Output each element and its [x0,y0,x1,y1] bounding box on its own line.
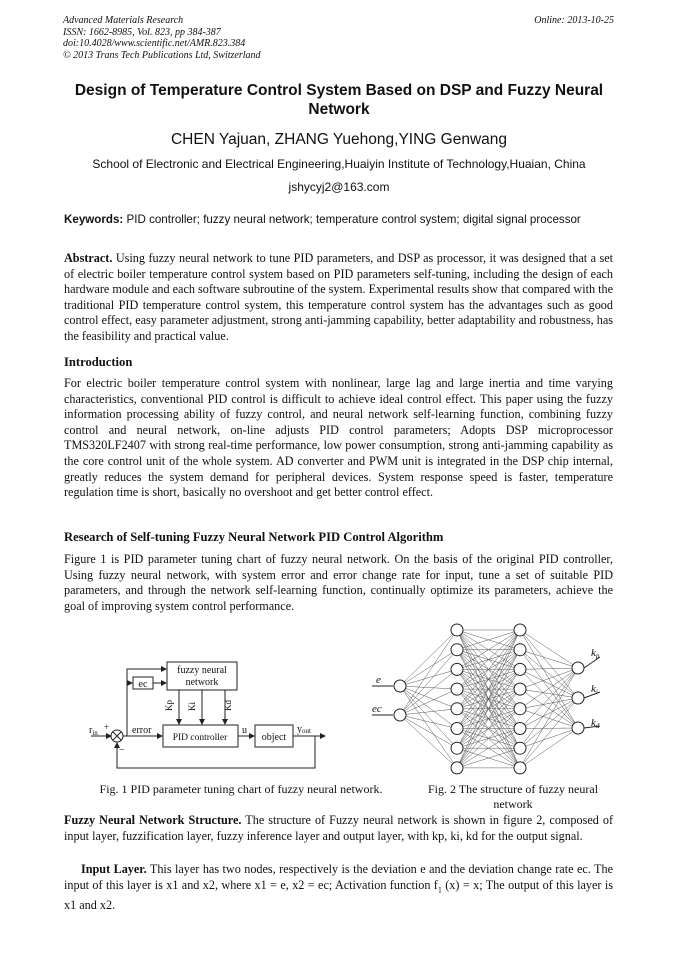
plus-sign: + [104,722,110,732]
network-node-layer-1 [394,709,406,721]
structure-text: The structure of Fuzzy neural network is shown in figure 2, composed of input layer, fuzzification layer, fuzzy inference layer and output layer, with kp, ki, kd for the output signal. [64,813,614,843]
structure-label: Fuzzy Neural Network Structure. [64,813,242,827]
structure-paragraph [64,813,613,844]
fig2-diagram [360,618,615,780]
keywords-label: Keywords: [64,213,124,226]
u-label: u [242,725,247,736]
network-connections [400,630,578,768]
input-layer-label: Input Layer. [81,862,147,876]
network-node-layer-2 [451,644,463,656]
input-ec-label: ec [372,703,382,715]
research-heading: Research of Self-tuning Fuzzy Neural Network PID Control Algorithm [64,530,444,544]
journal-name: Advanced Materials Research [63,15,184,26]
kd-main: k [591,717,596,729]
network-node-layer-1 [394,680,406,692]
network-edge [520,668,578,669]
ki-main: k [591,683,596,695]
abstract [64,251,613,345]
network-node-layer-2 [451,663,463,675]
fig1-caption: Fig. 1 PID parameter tuning chart of fuzzy neural network. [99,782,383,796]
input-layer-text-a: This layer has two nodes, respectively is the deviation e and the deviation change rate ec. The input of this layer is x1 and x2, where x1 = e, x2 = ec; Activation function f [64,862,613,892]
network-edge [520,728,578,768]
network-node-layer-2 [451,723,463,735]
yout-label [297,724,311,735]
kd-label: Kd [223,700,233,711]
fnn-label-1: fuzzy neural [177,665,227,676]
doi-line: doi:10.4028/www.scientific.net/AMR.823.384 [63,38,246,49]
network-node-layer-3 [514,723,526,735]
network-node-layer-2 [451,703,463,715]
research-paragraph: Figure 1 is PID parameter tuning chart of fuzzy neural network. On the basis of the original PID controller, Using fuzzy neural network, with system error and error change rate for input, tune a set of suitable PID parameters, and through the network self-learning function, continually optimize its parameters, achieve the goal of improving system control performance. [64,552,613,613]
input-layer-sub: 1 [437,885,442,895]
output-ki-label [591,683,598,696]
ec-label: ec [138,679,148,690]
object-label: object [261,732,287,743]
network-edge [400,650,457,686]
ki-sub: i [595,688,598,696]
network-edge [520,668,578,689]
network-edge [520,630,578,668]
rin-main: r [89,725,93,736]
output-kd-label [591,717,600,730]
intro-paragraph: For electric boiler temperature control system with nonlinear, large lag and large inertia and time varying characteristics, conventional PID control is difficult to achieve ideal control effect. This paper using the fuzzy information processing ability of fuzzy control, and neural network self-learning function, combining fuzzy control and neural network, on-line adjusts PID control parameters; Adopts DSP microprocessor TMS320LF2407 with strong real-time performance, low power consumption, strong anti-jamming capability as the core control unit of the whole system. AD converter and PWM unit is integrated in the DSP chip internal, greatly reduces the system demand for peripheral devices. System response speed is faster, temperature regulation time is short, basically no overshoot and get better control effect. [64,376,613,500]
network-node-layer-3 [514,703,526,715]
abstract-text: Using fuzzy neural network to tune PID parameters, and DSP as processor, it was designed that a set of electric boiler temperature control system based on PID parameters self-tuning, including the design of each hardware module and each software subroutine of the system. Experimental results show that compared with the traditional PID temperature control system, this temperature control system has the advantages such as good control effect, easy parameter adjustment, strong anti-jamming capability, better adaptability and robustness, has the feasibility and practical value. [64,251,613,343]
network-edge [520,630,578,698]
paper-title: Design of Temperature Control System Based on DSP and Fuzzy Neural Network [74,82,604,118]
minus-sign: − [119,745,125,756]
network-node-layer-3 [514,663,526,675]
intro-heading: Introduction [64,355,133,369]
network-node-layer-3 [514,624,526,636]
network-node-layer-3 [514,742,526,754]
network-node-layer-2 [451,624,463,636]
keywords [64,213,613,228]
network-edge [400,715,457,748]
fig1-diagram [85,655,355,775]
pid-label: PID controller [172,733,228,743]
yout-main: y [297,724,302,735]
output-kp-label [591,647,600,660]
network-node-layer-4 [572,722,584,734]
network-node-layer-2 [451,762,463,774]
kp-sub: p [595,652,600,660]
abstract-label: Abstract. [64,251,113,265]
kd-sub: d [595,722,600,730]
network-node-layer-4 [572,692,584,704]
network-node-layer-3 [514,762,526,774]
copyright-line: © 2013 Trans Tech Publications Ltd, Switzerland [63,49,261,61]
author-list: CHEN Yajuan, ZHANG Yuehong,YING Genwang [170,131,507,148]
rin-sub: in [92,729,98,737]
network-edge [520,728,578,748]
network-edge [520,698,578,748]
network-edge [520,650,578,728]
network-edge [400,715,457,768]
ki-label: Ki [187,702,197,711]
kp-label: Kp [164,700,174,711]
network-edge [520,650,578,668]
network-node-layer-2 [451,683,463,695]
rin-label [89,725,98,737]
network-edge [520,728,578,729]
input-layer-text-b: (x) = x; The output of this layer is x1 and x2. [64,877,614,912]
issn-line: ISSN: 1662-8985, Vol. 823, pp 384-387 [63,26,221,38]
online-date: Online: 2013-10-25 [534,15,614,26]
network-edge [520,698,578,709]
input-layer-paragraph [64,862,613,913]
affiliation: School of Electronic and Electrical Engineering,Huaiyin Institute of Technology,Huaian, China [92,157,586,171]
network-edge [400,686,457,768]
yout-sub: out [302,727,311,735]
journal-header [63,15,261,61]
fig2-caption: Fig. 2 The structure of fuzzy neural network [427,782,599,811]
network-node-layer-3 [514,644,526,656]
error-label: error [132,725,152,736]
fnn-label-2: network [185,677,219,688]
network-edge [400,686,457,689]
input-e-label: e [376,674,381,686]
network-edge [400,709,457,715]
network-node-layer-4 [572,662,584,674]
network-node-layer-3 [514,683,526,695]
network-node-layer-2 [451,742,463,754]
kp-main: k [591,647,596,659]
network-edge [520,668,578,768]
author-email: jshycyj2@163.com [288,180,390,194]
keywords-text: PID controller; fuzzy neural network; temperature control system; digital signal processor [126,213,581,226]
